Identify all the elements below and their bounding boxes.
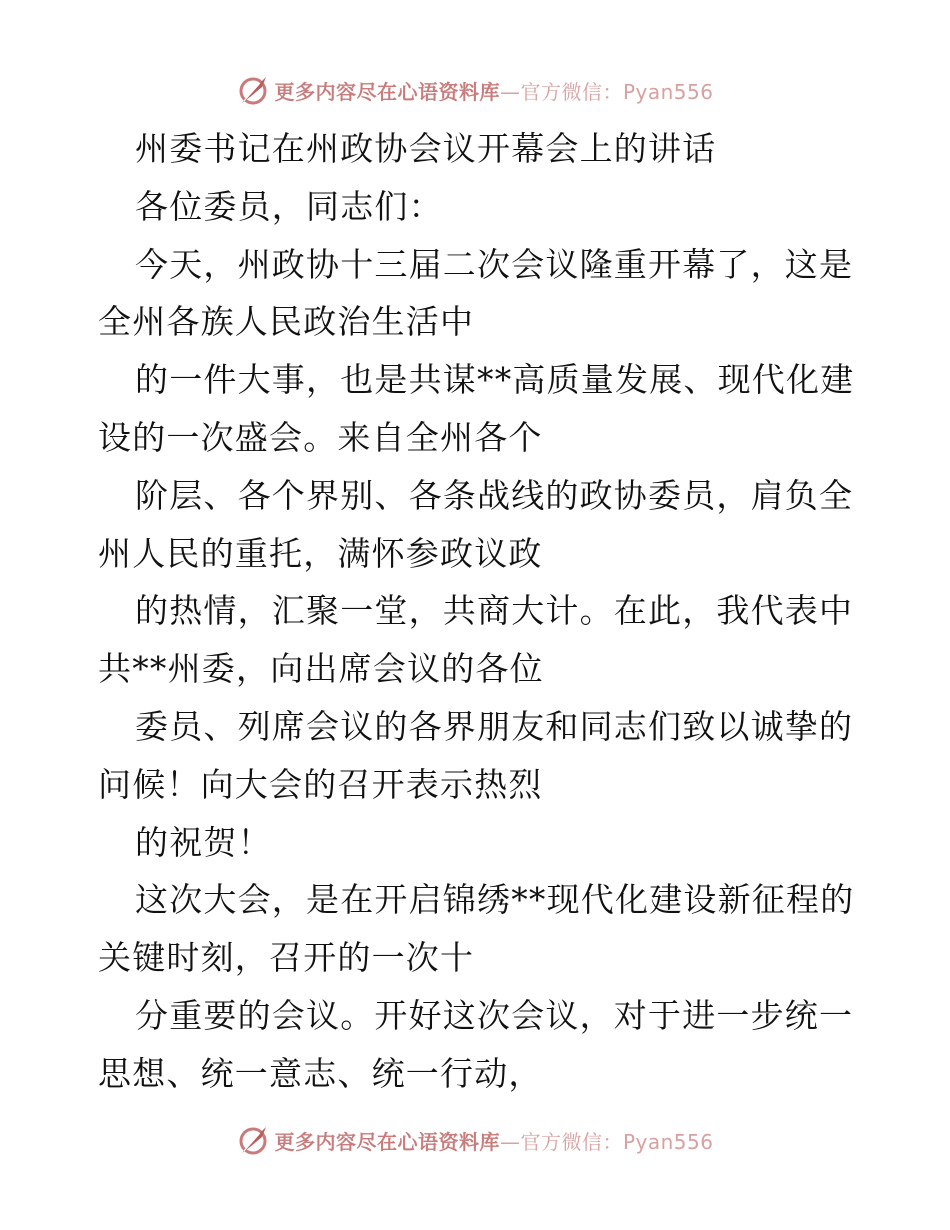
- text-line: 这次大会，是在开启锦绣**现代化建设新征程的: [135, 880, 855, 920]
- text-line: 阶层、各个界别、各条战线的政协委员，肩负全: [135, 475, 854, 515]
- text-line: 的热情，汇聚一堂，共商大计。在此，我代表中: [135, 591, 854, 631]
- watermark-text: 更多内容尽在心语资料库—官方微信：Pyan556: [274, 1129, 714, 1154]
- feather-pen-logo-icon: [236, 73, 270, 107]
- text-line: 今天，州政协十三届二次会议隆重开幕了，这是: [135, 244, 854, 284]
- salutation: 各位委员，同志们：: [135, 186, 443, 226]
- footer-watermark: [0, 1120, 950, 1160]
- doc-title: 州委书记在州政协会议开幕会上的讲话: [135, 129, 717, 168]
- feather-pen-logo-icon: [236, 1123, 270, 1157]
- document-body: [98, 120, 855, 1103]
- text-line: 委员、列席会议的各界朋友和同志们致以诚挚的: [135, 706, 854, 746]
- text-line: 关键时刻，召开的一次十: [98, 938, 475, 978]
- text-line: 问候！向大会的召开表示热烈: [98, 764, 543, 804]
- text-line: 的祝贺！: [135, 822, 272, 862]
- text-line: 思想、统一意志、统一行动，: [98, 1053, 543, 1093]
- watermark-text: 更多内容尽在心语资料库—官方微信：Pyan556: [274, 79, 714, 104]
- text-line: 的一件大事，也是共谋**高质量发展、现代化建: [135, 360, 855, 400]
- header-watermark: [0, 70, 950, 110]
- text-line: 共**州委，向出席会议的各位: [98, 649, 544, 689]
- text-line: 全州各族人民政治生活中: [98, 302, 475, 342]
- text-line: 分重要的会议。开好这次会议，对于进一步统一: [135, 995, 854, 1035]
- text-line: 州人民的重托，满怀参政议政: [98, 533, 543, 573]
- text-line: 设的一次盛会。来自全州各个: [98, 417, 543, 457]
